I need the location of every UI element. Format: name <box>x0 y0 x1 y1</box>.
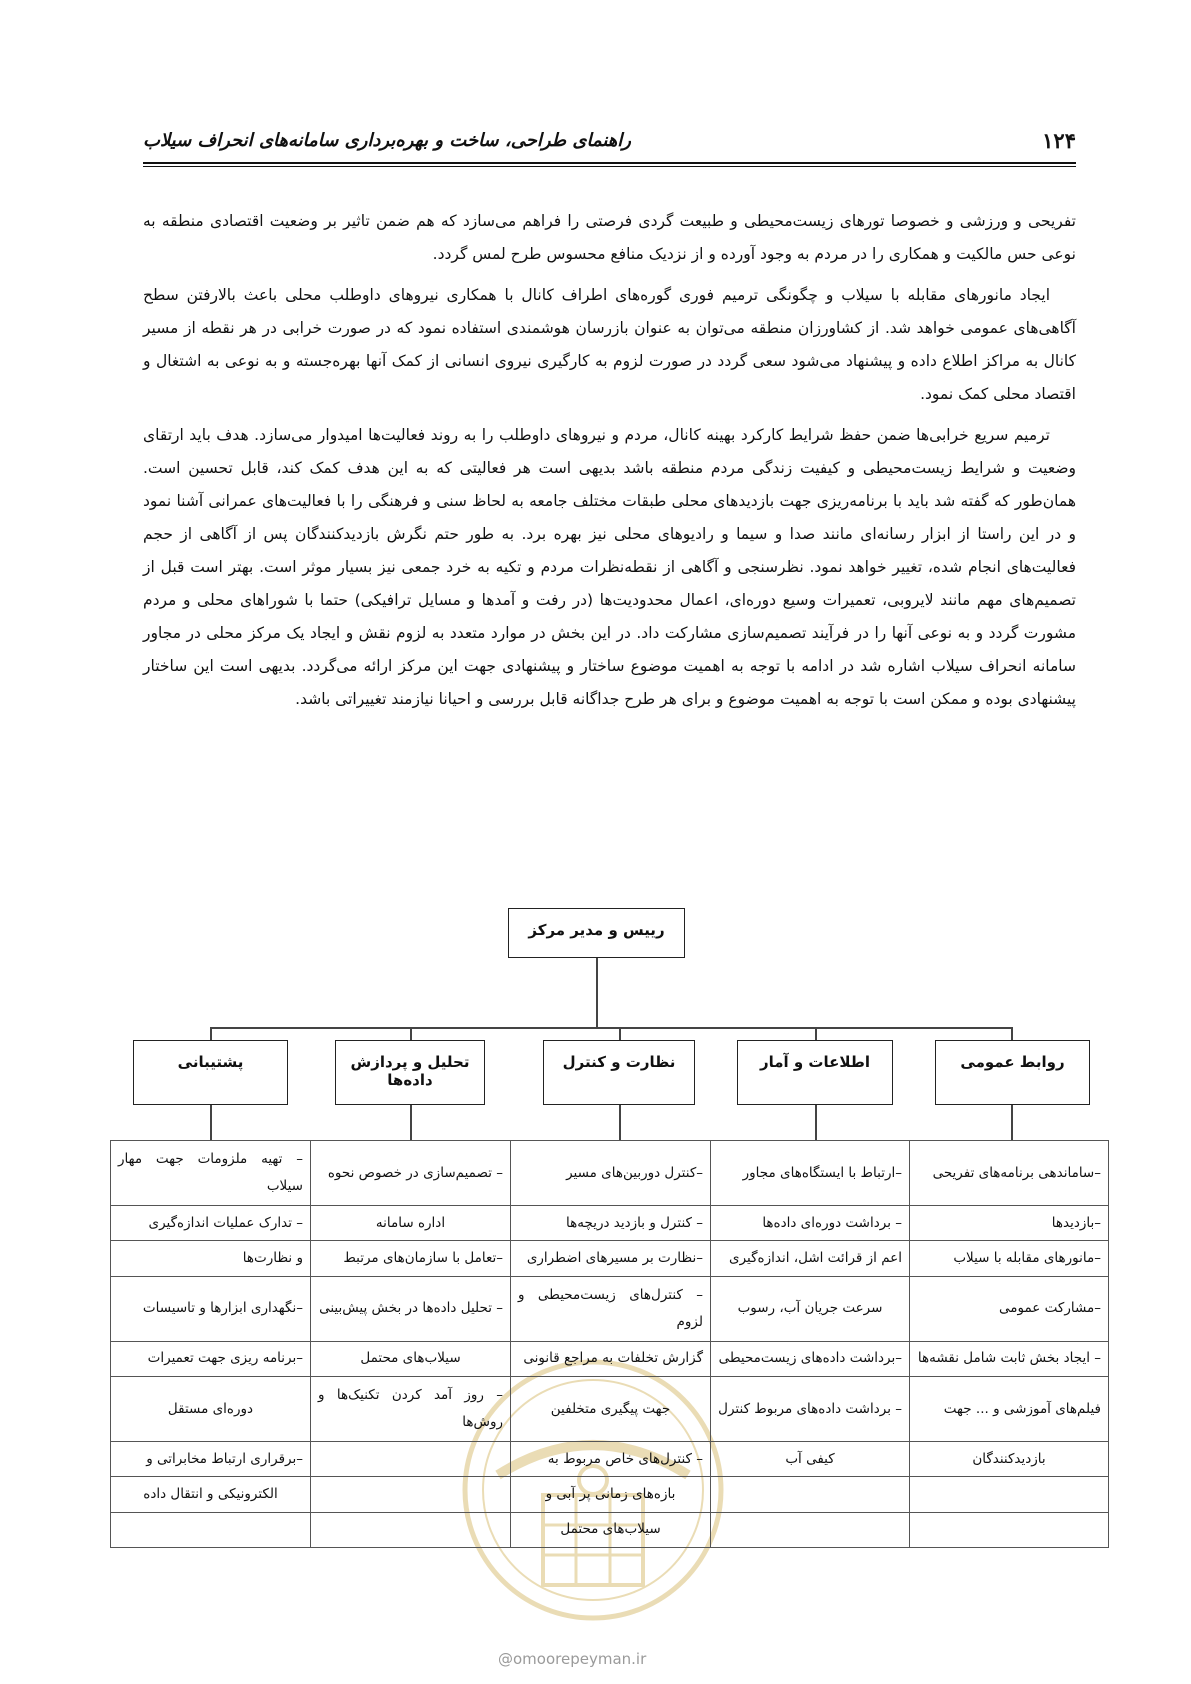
table-cell: بازدیدکنندگان <box>910 1442 1109 1477</box>
table-row <box>111 1477 1109 1512</box>
table-cell: –نظارت بر مسیرهای اضطراری <box>511 1241 711 1276</box>
table-cell: جهت پیگیری متخلفین <box>511 1376 711 1441</box>
table-cell <box>111 1512 311 1547</box>
table-cell: سیلاب‌های محتمل <box>311 1341 511 1376</box>
table-cell: –ساماندهی برنامه‌های تفریحی <box>910 1141 1109 1206</box>
table-cell: – کنترل‌های خاص مربوط به <box>511 1442 711 1477</box>
table-cell: –ارتباط با ایستگاه‌های مجاور <box>711 1141 910 1206</box>
connector-line <box>596 958 598 1028</box>
dept-box-information-statistics <box>737 1040 893 1105</box>
table-row <box>111 1241 1109 1276</box>
table-cell: –نگهداری ابزارها و تاسیسات <box>111 1276 311 1341</box>
connector-line <box>410 1105 412 1140</box>
page-number: ۱۲۴ <box>1042 128 1076 153</box>
table-cell: بازه‌های زمانی پر آبی و <box>511 1477 711 1512</box>
table-cell: دوره‌ای مستقل <box>111 1376 311 1441</box>
table-row <box>111 1512 1109 1547</box>
body-text <box>143 205 1076 724</box>
connector-line <box>1011 1027 1013 1040</box>
table-cell: – تحلیل داده‌ها در بخش پیش‌بینی <box>311 1276 511 1341</box>
table-cell: –برنامه ریزی جهت تعمیرات <box>111 1341 311 1376</box>
connector-line <box>619 1105 621 1140</box>
connector-line <box>815 1027 817 1040</box>
connector-line <box>815 1105 817 1140</box>
dept-box-public-relations <box>935 1040 1090 1105</box>
table-cell: – برداشت داده‌های مربوط کنترل <box>711 1376 910 1441</box>
connector-line <box>210 1105 212 1140</box>
table-cell <box>311 1512 511 1547</box>
table-cell <box>711 1477 910 1512</box>
connector-line <box>1011 1105 1013 1140</box>
table-row <box>111 1442 1109 1477</box>
table-cell: الکترونیکی و انتقال داده <box>111 1477 311 1512</box>
table-row <box>111 1276 1109 1341</box>
org-head-label: رییس و مدیر مرکز <box>528 921 665 939</box>
table-cell: – ایجاد بخش ثابت شامل نقشه‌ها <box>910 1341 1109 1376</box>
table-cell: – روز آمد کردن تکنیک‌ها و روش‌ها <box>311 1376 511 1441</box>
header-rule <box>143 162 1076 167</box>
dept-box-support <box>133 1040 288 1105</box>
dept-label: نظارت و کنترل <box>562 1053 676 1071</box>
table-cell: – کنترل و بازدید دریچه‌ها <box>511 1206 711 1241</box>
table-cell <box>311 1477 511 1512</box>
connector-line <box>410 1027 412 1040</box>
paragraph: ایجاد مانورهای مقابله با سیلاب و چگونگی ترمیم فوری گوره‌های اطراف کانال با همکاری نیروهای داوطلب محلی باعث بالارفتن سطح آگاهی‌های عمومی خواهد شد. از کشاورزان منطقه می‌توان به عنوان بازرسان هوشمندی استفاده نمود که در صورت خرابی در هر نقطه از مسیر کانال به مراکز اطلاع داده و پیشنهاد می‌شود سعی گردد در صورت لزوم به کارگیری نیروی انسانی از کمک آنها بهره‌جسته و به نوعی به اشتغال و اقتصاد محلی کمک نمود. <box>143 286 1076 403</box>
table-cell: گزارش تخلفات به مراجع قانونی <box>511 1341 711 1376</box>
table-cell: سرعت جریان آب، رسوب <box>711 1276 910 1341</box>
dept-label: پشتیبانی <box>177 1053 244 1071</box>
connector-line <box>210 1027 1011 1029</box>
table-cell <box>910 1512 1109 1547</box>
table-cell: سیلاب‌های محتمل <box>511 1512 711 1547</box>
table-cell <box>910 1477 1109 1512</box>
task-table <box>110 1140 1109 1548</box>
table-cell: – برداشت دوره‌ای داده‌ها <box>711 1206 910 1241</box>
table-cell <box>311 1442 511 1477</box>
table-cell: – تدارک عملیات اندازه‌گیری <box>111 1206 311 1241</box>
table-cell: –تعامل با سازمان‌های مرتبط <box>311 1241 511 1276</box>
table-cell: – تهیه ملزومات جهت مهار سیلاب <box>111 1141 311 1206</box>
table-cell: – تصمیم‌سازی در خصوص نحوه <box>311 1141 511 1206</box>
connector-line <box>619 1027 621 1040</box>
org-head-box <box>508 908 685 958</box>
paragraph: تفریحی و ورزشی و خصوصا تورهای زیست‌محیطی و طبیعت گردی فرصتی را فراهم می‌سازد که هم ضمن تاثیر بر وضعیت اقتصادی منطقه به نوعی حس مالکیت و همکاری را در مردم به وجود آورده و از نزدیک منافع محسوس طرح لمس گردد. <box>143 212 1076 263</box>
dept-box-monitoring-control <box>543 1040 695 1105</box>
table-cell: اداره سامانه <box>311 1206 511 1241</box>
table-cell: –مشارکت عمومی <box>910 1276 1109 1341</box>
table-cell: کیفی آب <box>711 1442 910 1477</box>
table-row <box>111 1341 1109 1376</box>
table-cell: فیلم‌های آموزشی و ... جهت <box>910 1376 1109 1441</box>
table-cell: و نظارت‌ها <box>111 1241 311 1276</box>
table-cell <box>711 1512 910 1547</box>
table-row <box>111 1206 1109 1241</box>
table-cell: –بازدیدها <box>910 1206 1109 1241</box>
table-cell: –کنترل دوربین‌های مسیر <box>511 1141 711 1206</box>
dept-box-data-analysis <box>335 1040 485 1105</box>
table-cell: –برداشت داده‌های زیست‌محیطی <box>711 1341 910 1376</box>
paragraph: ترمیم سریع خرابی‌ها ضمن حفظ شرایط کارکرد بهینه کانال، مردم و نیروهای داوطلب را به روند فعالیت‌ها امیدوار می‌سازد. هدف باید ارتقای وضعیت و شرایط زیست‌محیطی و کیفیت زندگی مردم منطقه باشد بدیهی است هر فعالیتی که به این هدف کمک کند، قابل تحسین است. همان‌طور که گفته شد باید با برنامه‌ریزی جهت بازدیدهای محلی طبقات مختلف جامعه به لحاظ سنی و فرهنگی را با فعالیت‌های عمرانی آشنا نمود و در این راستا از ابزار رسانه‌ای مانند صدا و سیما و رادیوهای محلی نیز بهره برد. به طور حتم نگرش بازدیدکنندگان پس از آگاهی از حجم فعالیت‌های انجام شده، تغییر خواهد نمود. نظرسنجی و آگاهی از نقطه‌نظرات مردم و تکیه به خرد جمعی نیز بسیار موثر است. بهتر است قبل از تصمیم‌های مهم مانند لایروبی، تعمیرات وسیع دوره‌ای، اعمال محدودیت‌ها (در رفت و آمدها و مسایل ترافیکی) حتما با شوراهای محلی و مردم مشورت گردد و به نوعی آنها را در فرآیند تصمیم‌سازی مشارکت داد. در این بخش در موارد متعدد به لزوم نقش و ایجاد یک مرکز محلی در مجاور سامانه انحراف سیلاب اشاره شد در ادامه با توجه به اهمیت موضوع ساختار و پیشنهادی جهت این مرکز ارائه می‌گردد. بدیهی است این ساختار پیشنهادی بوده و ممکن است با توجه به اهمیت موضوع و برای هر طرح جداگانه قابل بررسی و احیانا نیازمند تغییراتی باشد. <box>143 426 1076 708</box>
dept-label: اطلاعات و آمار <box>759 1053 871 1071</box>
dept-label: روابط عمومی <box>960 1053 1065 1071</box>
table-cell: –برقراری ارتباط مخابراتی و <box>111 1442 311 1477</box>
table-cell: اعم از قرائت اشل، اندازه‌گیری <box>711 1241 910 1276</box>
running-header <box>143 122 1076 156</box>
watermark-site: @omoorepeyman.ir <box>498 1650 647 1668</box>
table-cell: –مانورهای مقابله با سیلاب <box>910 1241 1109 1276</box>
connector-line <box>210 1027 212 1040</box>
table-row <box>111 1376 1109 1441</box>
dept-label: تحلیل و پردازش داده‌ها <box>350 1053 470 1089</box>
table-cell: – کنترل‌های زیست‌محیطی و لزوم <box>511 1276 711 1341</box>
table-row <box>111 1141 1109 1206</box>
book-title: راهنمای طراحی، ساخت و بهره‌برداری سامانه‌های انحراف سیلاب <box>143 130 631 151</box>
